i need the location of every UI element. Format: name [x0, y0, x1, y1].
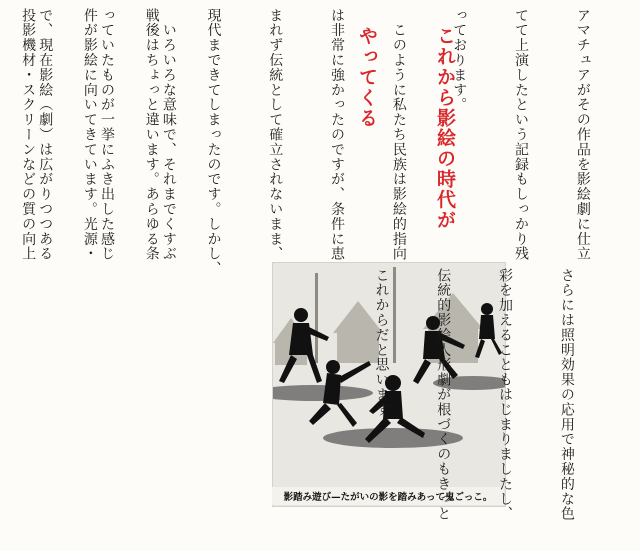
- text-line: てて上演したという記録もしっかり残: [513, 8, 530, 262]
- text-line: は非常に強かったのですが、条件に恵: [329, 8, 346, 262]
- text-line: 伝統的影絵人形劇が根づくのもきっと: [435, 268, 452, 522]
- text-line: 投影機材・スクリーンなどの質の向上: [20, 8, 37, 262]
- text-line: このように私たち民族は影絵的指向: [390, 8, 407, 262]
- text-line: っていたものが一挙にふき出した感じ: [99, 8, 116, 262]
- photo-caption: 影踏み遊び—たがいの影を踏みあって鬼ごっこ。: [272, 487, 504, 505]
- text-line: いろいろな意味で、それまでくすぶ: [160, 8, 177, 262]
- text-line: で、現在影絵（劇）は広がりつつある: [37, 8, 54, 262]
- text-line: これからだと思います。: [373, 268, 390, 432]
- text-line: 彩を加えることもはじまりましたし、: [497, 268, 514, 522]
- text-line: っております。: [451, 8, 468, 113]
- heading-line: やってくる: [356, 26, 378, 128]
- text-line: まれず伝統として確立されないまま、: [267, 8, 284, 262]
- text-line: 現代まできてしまったのです。しかし、: [205, 8, 222, 277]
- text-line: 件が影絵に向いてきています。光源・: [81, 8, 98, 262]
- text-column-main-left: [0, 8, 220, 260]
- text-line: 戦後はちょっと違います。あらゆる条: [143, 8, 160, 262]
- heading-line: これから影絵の時代が: [434, 26, 456, 230]
- text-line: アマチュアがその作品を影絵劇に仕立: [574, 8, 591, 262]
- text-line: さらには照明効果の応用で神秘的な色: [558, 268, 575, 522]
- text-column-lower: [330, 268, 618, 522]
